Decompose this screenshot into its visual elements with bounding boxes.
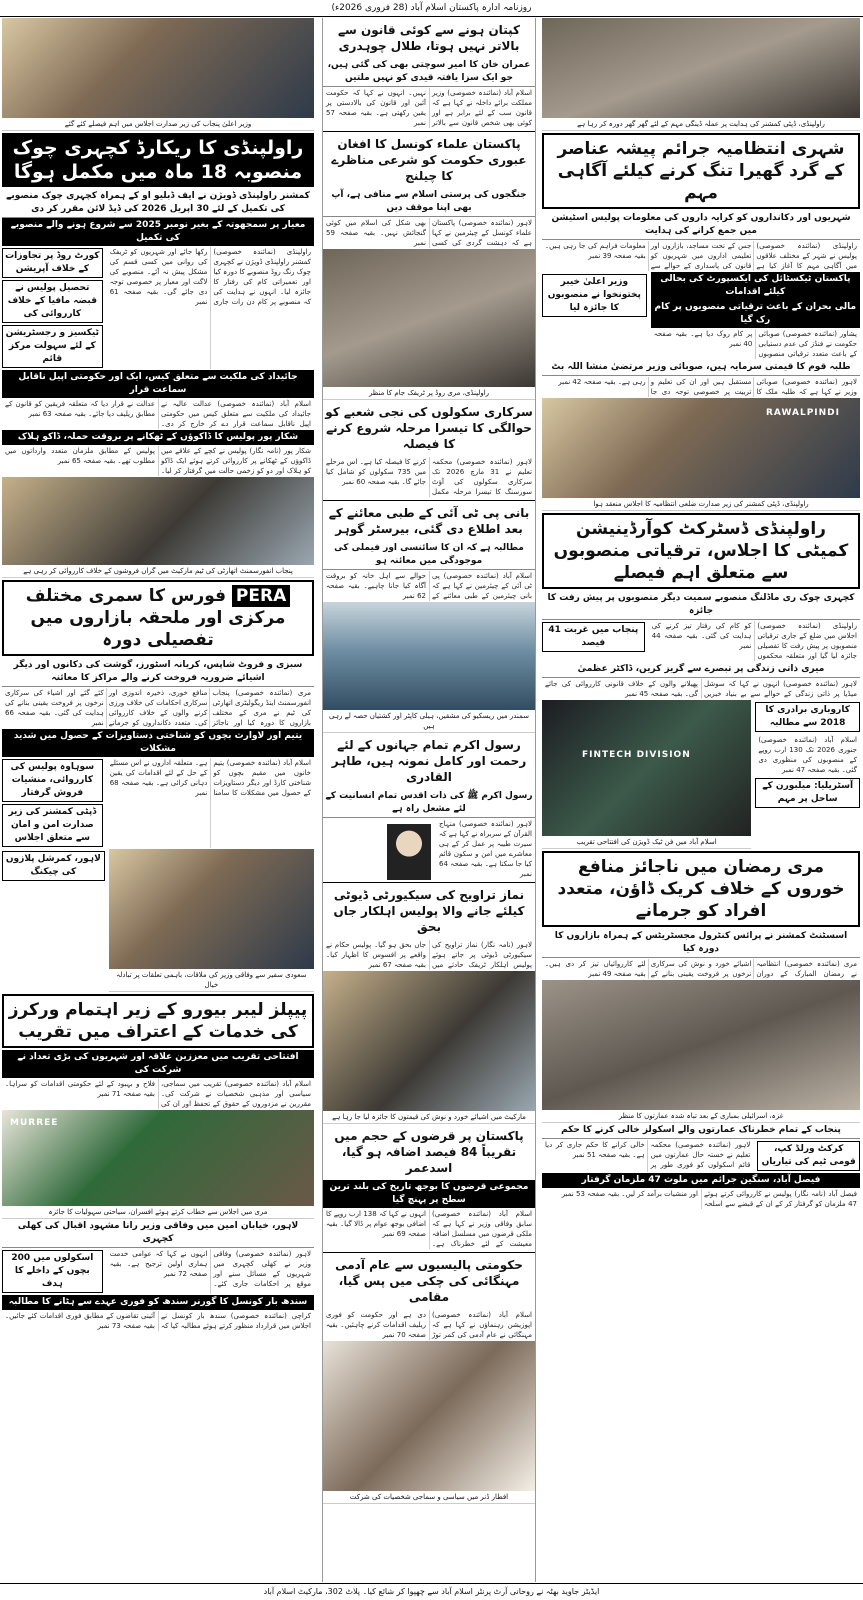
photo-wrap bbox=[109, 849, 314, 992]
subheadline: عمران خان کا امیر سوچتی بھی کی گئی ہیں، جو ایک سزا یافتہ قیدی کو نہیں ملتیں bbox=[323, 58, 535, 87]
headline: پاکستان پر قرضوں کے حجم میں تقریباً 84 فیصد اضافہ ہو گیا، اسدعمر bbox=[334, 1129, 524, 1175]
subheadline: شکار پور پولیس کا ڈاکوؤں کے ٹھکانے پر بروقت حملہ، ڈاکو ہلاک bbox=[2, 430, 314, 445]
subheadline: مطالبہ ہے کہ ان کا سائنسی اور فیملی کی موجودگی میں معائنہ ہو bbox=[323, 541, 535, 570]
photo-caption: مری میں اجلاس سے خطاب کرتے ہوئے افسران، سیاحتی سہولیات کا جائزہ bbox=[2, 1206, 314, 1219]
news-box: لاہور، کمرشل پلازوں کی چیکنگ bbox=[2, 851, 105, 881]
side-boxes bbox=[542, 272, 647, 360]
story-body: پشاور (نمائندہ خصوصی) صوبائی حکومت نے فنڈز کی عدم دستیابی کے باعث متعدد ترقیاتی منصوبوں پر کام روک دیا ہے۔ بقیہ صفحہ 40 نمبر bbox=[653, 330, 857, 358]
story-body: لاہور (نمائندہ خصوصی) انہوں نے کہا کہ سوشل میڈیا پر ذاتی زندگی کے حوالے سے بے بنیاد خبریں پھیلانے والوں کے خلاف قانونی کارروائی کی جائے گی۔ بقیہ صفحہ 45 نمبر bbox=[545, 680, 857, 698]
story-body: لاہور (نمائندہ خصوصی) محکمہ تعلیم نے 31 مارچ 2026 تک سرکاری سکولوں کی آؤٹ سورسنگ کا تیسرا مرحلہ مکمل کرنے کا فیصلہ کیا ہے۔ اس مرحلے میں 735 سکولوں کو شامل کیا جائے گا۔ بقیہ صفحہ 60 نمبر bbox=[326, 458, 532, 496]
story-row bbox=[2, 246, 314, 370]
photo-caption: اسلام آباد میں فن ٹیک ڈویژن کی افتتاحی تقریب bbox=[542, 836, 751, 849]
divider bbox=[323, 882, 535, 883]
photo-caption: سعودی سفیر سے وفاقی وزیر کی ملاقات، باہمی تعلقات پر تبادلہ خیال bbox=[109, 969, 314, 992]
story-body: فیصل آباد (نامہ نگار) پولیس نے کارروائی کرتے ہوئے 47 ملزمان کو گرفتار کر کے ان کے قبضے سے اسلحہ اور منشیات برآمد کر لیں۔ بقیہ صفحہ 53 نمبر bbox=[561, 1190, 857, 1208]
story-row bbox=[542, 620, 860, 662]
divider bbox=[323, 131, 535, 132]
story-row bbox=[2, 757, 314, 849]
news-box: پنجاب میں غربت 41 فیصد bbox=[542, 622, 645, 652]
news-box: ڈپٹی کمشنر کی زیر صدارت امن و امان سے متعلق اجلاس bbox=[2, 804, 103, 847]
photo-row bbox=[542, 700, 860, 849]
footer-imprint: ایڈیٹر جاوید بھٹہ نے روحانی آرٹ پرنٹر اسلام آباد سے چھپوا کر شائع کیا۔ پلاٹ 302، مارکیٹ اسلام آباد bbox=[0, 1583, 863, 1600]
headline: راولپنڈی کا ریکارڈ کچہری چوک منصوبہ 18 ماہ میں مکمل ہوگا bbox=[2, 133, 314, 187]
news-box: آسٹریلیا: میلبورن کے ساحل پر مہم bbox=[755, 778, 860, 808]
photo-sea-rescue bbox=[323, 602, 535, 710]
story-row bbox=[542, 272, 860, 360]
story-body: اسلام آباد (نمائندہ خصوصی) پی ٹی آئی کے چیئرمین نے کہا ہے کہ بانی چیئرمین کے طبی معائنے کے حوالے سے اہل خانہ کو بروقت آگاہ کیا جانا چاہیے۔ بقیہ صفحہ 62 نمبر bbox=[326, 572, 532, 600]
headline: رسول اکرم تمام جہانوں کے لئے رحمت اور کامل نمونہ ہیں، طاہر القادری bbox=[331, 738, 527, 784]
headline-text: فورس کا سمری مختلف مرکزی اور ملحقہ بازاروں میں تفصیلی دورہ bbox=[25, 586, 286, 650]
photo-caption: وزیر اعلیٰ پنجاب کی زیر صدارت اجلاس میں اہم فیصلے کئے گئے bbox=[2, 118, 314, 131]
news-box: سوہاوہ پولیس کی کارروائی، منشیات فروش گرفتار bbox=[2, 759, 103, 802]
subheadline: اسسٹنٹ کمشنر نے پرائس کنٹرول مجسٹریٹس کے ہمراہ بازاروں کا دورہ کیا bbox=[542, 929, 860, 958]
news-box: کرکٹ ورلڈ کپ، قومی ٹیم کی تیاریاں bbox=[757, 1141, 860, 1171]
story-body: کراچی (نمائندہ خصوصی) سندھ بار کونسل نے اجلاس میں قرارداد منظور کرتے ہوئے مطالبہ کیا کہ آئینی تقاضوں کے مطابق فوری اقدامات کئے جائیں۔ بقیہ صفحہ 73 نمبر bbox=[5, 1312, 311, 1330]
story-body: اسلام آباد (نمائندہ خصوصی) اپوزیشن رہنماؤں نے کہا ہے کہ مہنگائی نے عام آدمی کی کمر توڑ دی ہے اور حکومت کو فوری ریلیف اقدامات کرنے چاہئیں۔ بقیہ صفحہ 70 نمبر bbox=[326, 1311, 532, 1339]
photo-caption: راولپنڈی، ڈپٹی کمشنر کی زیر صدارت ضلعی انتظامیہ کا اجلاس منعقد ہوا bbox=[542, 498, 860, 511]
headline: بانی پی ٹی آئی کے طبی معائنے کے بعد اطلاع دی گئی، بیرسٹر گوہر bbox=[328, 506, 530, 536]
photo-caption: افطار ڈنر میں سیاسی و سماجی شخصیات کی شرکت bbox=[323, 1491, 535, 1504]
subheadline: کمشنر راولپنڈی ڈویژن نے ایف ڈبلیو او کے ہمراہ کچہری چوک منصوبے کی تکمیل کے لئے 30 اپریل 2026 کی ڈیڈ لائن مقرر کر دی bbox=[2, 189, 314, 218]
divider bbox=[323, 500, 535, 501]
subheadline: پنجاب کے تمام خطرناک عمارتوں والے اسکولز خالی کرنے کا حکم bbox=[542, 1123, 860, 1139]
headline: حکومتی پالیسیوں سے عام آدمی مہنگائی کی چکی میں پس گیا، مقامی bbox=[335, 1258, 523, 1304]
photo-fintech-event bbox=[542, 700, 751, 836]
subheadline: یتیم اور لاوارث بچوں کو شناختی دستاویزات کے حصول میں شدید مشکلات bbox=[2, 729, 314, 757]
side-boxes bbox=[757, 1139, 860, 1173]
photo-caption: پنجاب انفورسمنٹ اتھارٹی کی ٹیم مارکیٹ میں گراں فروشوں کے خلاف کارروائی کر رہی ہے bbox=[2, 565, 314, 578]
news-box: کاروباری برادری کا 2018 سے مطالبہ bbox=[755, 702, 860, 732]
news-box: اسکولوں میں 200 بچوں کے داخلے کا ہدف bbox=[2, 1250, 103, 1293]
side-boxes bbox=[755, 700, 860, 849]
subheadline: پاکستان ٹیکسٹائل کی ایکسپورٹ کی بحالی کیلئے اقدامات bbox=[651, 272, 860, 300]
story-body: راولپنڈی (نمائندہ خصوصی) کمشنر راولپنڈی ڈویژن نے کچہری چوک رنگ روڈ منصوبے کا دورہ کیا اور تعمیراتی کام کی رفتار کا جائزہ لیا۔ انہوں نے ہدایت کی کہ منصوبے پر کام دن رات جاری رکھا جائے اور شہریوں کو ٹریفک کی روانی میں کسی قسم کی مشکل پیش نہ آئے۔ منصوبے کی لاگت اور معیار پر خصوصی توجہ دی جائے گی۔ بقیہ صفحہ 61 نمبر bbox=[109, 248, 311, 306]
side-boxes bbox=[2, 246, 103, 370]
story-row bbox=[542, 1139, 860, 1173]
story-body: لاہور (نمائندہ خصوصی) محکمہ تعلیم نے خستہ حال عمارتوں میں قائم اسکولوں کو فوری طور پر خالی کرانے کا حکم جاری کر دیا ہے۔ بقیہ صفحہ 51 نمبر bbox=[545, 1141, 751, 1169]
photo-caption: سمندر میں ریسکیو کی مشقیں، ہیلی کاپٹر اور کشتیاں حصہ لے رہی ہیں bbox=[323, 710, 535, 733]
fintech-sign: FINTECH DIVISION bbox=[582, 750, 691, 760]
story-body: لاہور (نمائندہ خصوصی) صوبائی وزیر نے کہا ہے کہ طلبہ ملک کا مستقبل ہیں اور ان کی تعلیم و تربیت پر خصوصی توجہ دی جا رہی ہے۔ بقیہ صفحہ 42 نمبر bbox=[558, 378, 857, 396]
photo-iftar-dinner bbox=[323, 1341, 535, 1491]
subheadline: فیصل آباد، سنگین جرائم میں ملوث 47 ملزمان گرفتار bbox=[542, 1173, 860, 1188]
news-box: تحصیل پولیس نے قبضہ مافیا کے خلاف کارروائی کی bbox=[2, 280, 103, 323]
headline bbox=[2, 580, 314, 656]
headline: نماز تراویح کی سیکیورٹی ڈیوٹی کیلئے جانے والا پولیس اہلکار جاں بحق bbox=[333, 888, 525, 934]
photo-shop bbox=[323, 971, 535, 1111]
subheadline: جائیداد کی ملکیت سے متعلق کیس، ایک اور حکومتی اپیل ناقابل سماعت قرار bbox=[2, 370, 314, 398]
headline: پاکستان علماء کونسل کا افغان عبوری حکومت کو شرعی مناظرے کا چیلنج bbox=[331, 137, 527, 183]
right-column bbox=[542, 18, 860, 1582]
subheadline: رسول اکرم ﷺ کی ذات اقدس تمام انسانیت کے لئے مشعل راہ ہے bbox=[323, 789, 535, 818]
story-body: راولپنڈی (نمائندہ خصوصی) پولیس نے شہر کے مختلف علاقوں میں آگاہی مہم کا آغاز کیا ہے جس کے تحت مساجد، بازاروں اور تعلیمی اداروں میں شہریوں کو قانون کی پاسداری کے حوالے سے معلومات فراہم کی جا رہی ہیں۔ بقیہ صفحہ 39 نمبر bbox=[545, 242, 857, 270]
subheadline: میری ذاتی زندگی پر تبصرے سے گریز کریں، ڈاکٹر عظمیٰ bbox=[542, 662, 860, 678]
story-body: لاہور (نمائندہ خصوصی) منہاج القرآن کے سربراہ نے کہا ہے کہ سیرت طیبہ پر عمل کر کے ہی معاشرے میں امن و سکون قائم کیا جا سکتا ہے۔ بقیہ صفحہ 64 نمبر bbox=[439, 820, 532, 878]
subheadline: لاہور، خیابان امین میں وفاقی وزیر رانا مشہود اقبال کی کھلی کچہری bbox=[2, 1219, 314, 1248]
photo-traffic bbox=[323, 249, 535, 387]
subheadline: افتتاحی تقریب میں معززین علاقہ اور شہریوں کی بڑی تعداد نے شرکت کی bbox=[2, 1050, 314, 1078]
story-body: اسلام آباد (نمائندہ خصوصی) یتیم خانوں میں مقیم بچوں کو شناختی کارڈ اور دیگر دستاویزات کے حصول میں مشکلات کا سامنا ہے۔ متعلقہ اداروں نے اس مسئلے کے حل کے لئے اقدامات کی یقین دہانی کرائی ہے۔ بقیہ صفحہ 68 نمبر bbox=[109, 759, 311, 797]
subheadline: سبزی و فروٹ شاپس، کریانہ اسٹورز، گوشت کی دکانوں اور دیگر اشیائے ضروریہ فروخت کرنے والے مراکز کا معائنہ bbox=[2, 658, 314, 687]
headline: شہری انتظامیہ جرائم پیشہ عناصر کے گرد گھیرا تنگ کرنے کیلئے آگاہی مہم bbox=[542, 133, 860, 209]
news-box: وزیر اعلیٰ خیبر پختونخوا نے منصوبوں کا جائزہ لیا bbox=[542, 274, 647, 317]
subheadline: مالی بحران کے باعث ترقیاتی منصوبوں پر کام رک گیا bbox=[651, 300, 860, 328]
masthead: روزنامہ ادارہ پاکستان اسلام آباد (28 فروری 2026ء) bbox=[0, 0, 863, 17]
news-box: ٹیکسیز و رجسٹریشن کے لئے سہولت مرکز قائم bbox=[2, 325, 103, 368]
subheadline: شہریوں اور دکانداروں کو کرایہ داروں کی معلومات پولیس اسٹیشن میں جمع کرانے کی ہدایت bbox=[542, 211, 860, 240]
subheadline: سندھ بار کونسل کا گورنر سندھ کو فوری عہدے سے ہٹانے کا مطالبہ bbox=[2, 1295, 314, 1310]
photo-coordination-meeting bbox=[542, 398, 860, 498]
headline: پیپلز لیبر بیورو کے زیر اہتمام ورکرز کی خدمات کے اعتراف میں تقریب bbox=[2, 994, 314, 1048]
headline: راولپنڈی ڈسٹرکٹ کوآرڈینیشن کمیٹی کا اجلاس، ترقیاتی منصوبوں سے متعلق اہم فیصلے bbox=[542, 513, 860, 589]
photo-gaza-rubble bbox=[542, 980, 860, 1110]
story-body: اسلام آباد (نمائندہ خصوصی) تقریب میں سماجی، سیاسی اور مذہبی شخصیات نے شرکت کی۔ مقررین نے مزدوروں کے حقوق کے تحفظ اور ان کی فلاح و بہبود کے لئے حکومتی اقدامات کو سراہا۔ بقیہ صفحہ 71 نمبر bbox=[5, 1080, 311, 1108]
pera-logo: PERA bbox=[232, 585, 290, 607]
story-body: شکار پور (نامہ نگار) پولیس نے کچے کے علاقے میں ڈاکوؤں کے ٹھکانے پر کارروائی کرتے ہوئے ایک ڈاکو کو ہلاک اور دو کو زخمی حالت میں گرفتار کر لیا۔ پولیس کے مطابق ملزمان متعدد وارداتوں میں مطلوب تھے۔ بقیہ صفحہ 65 نمبر bbox=[5, 447, 311, 475]
photo-wrap bbox=[542, 700, 751, 849]
photo-caption: راولپنڈی، مری روڈ پر ٹریفک جام کا منظر bbox=[323, 387, 535, 400]
story-body: اسلام آباد (نمائندہ خصوصی) سابق وفاقی وزیر نے کہا ہے کہ ملکی قرضوں میں مسلسل اضافہ معیشت کے لئے خطرناک ہے۔ انہوں نے کہا کہ 138 ارب روپے کا اضافی بوجھ عوام پر ڈالا گیا۔ بقیہ صفحہ 69 نمبر bbox=[326, 1210, 532, 1248]
photo-meeting bbox=[2, 18, 314, 118]
subheadline: طلبہ قوم کا قیمتی سرمایہ ہیں، صوبائی وزیر مرتضیٰ منشا اللہ بٹ bbox=[542, 360, 860, 376]
story-body: لاہور (نامہ نگار) نماز تراویح کی سیکیورٹی ڈیوٹی پر جاتے ہوئے پولیس اہلکار ٹریفک حادثے میں جاں بحق ہو گیا۔ پولیس حکام نے واقعے پر افسوس کا اظہار کیا۔ بقیہ صفحہ 67 نمبر bbox=[326, 941, 532, 969]
story-body: اسلام آباد (نمائندہ خصوصی) عدالت عالیہ نے جائیداد کی ملکیت سے متعلق کیس میں حکومتی اپیل ناقابل سماعت قرار دے کر خارج کر دی۔ عدالت نے قرار دیا کہ متعلقہ فریقین کو قانون کے مطابق ریلیف دیا جائے۔ بقیہ صفحہ 63 نمبر bbox=[5, 400, 311, 428]
photo-caption: راولپنڈی، ڈپٹی کمشنر کی ہدایت پر عملہ ڈینگی مہم کے لئے گھر گھر دورہ کر رہا ہے bbox=[542, 118, 860, 131]
divider bbox=[323, 1252, 535, 1253]
subheadline: مجموعی قرضوں کا بوجھ تاریخ کی بلند ترین سطح پر پہنچ گیا bbox=[323, 1180, 535, 1208]
headline: مری رمضان میں ناجائز منافع خوروں کے خلاف کریک ڈاؤن، متعدد افراد کو جرمانے bbox=[542, 851, 860, 927]
photo-caption: مارکیٹ میں اشیائے خورد و نوش کی قیمتوں کا جائزہ لیا جا رہا ہے bbox=[323, 1111, 535, 1124]
story-body: اسلام آباد (نمائندہ خصوصی) جنوری 2026 تک 130 ارب روپے کے منصوبوں کی منظوری دی گئی۔ بقیہ صفحہ 47 نمبر bbox=[758, 736, 857, 774]
story-body: اسلام آباد (نمائندہ خصوصی) وزیر مملکت برائے داخلہ نے کہا ہے کہ قانون سب کے لئے برابر ہے اور کوئی بھی شخص قانون سے بالاتر نہیں۔ انہوں نے کہا کہ حکومت آئین اور قانون کی بالادستی پر یقین رکھتی ہے۔ بقیہ صفحہ 57 نمبر bbox=[326, 89, 532, 127]
photo-row bbox=[2, 849, 314, 992]
story-body: راولپنڈی (نمائندہ خصوصی) اجلاس میں ضلع کے جاری ترقیاتی منصوبوں پر پیش رفت کا تفصیلی جائزہ لیا گیا اور متعلقہ محکموں کو کام کی رفتار تیز کرنے کی ہدایت کی گئی۔ بقیہ صفحہ 44 نمبر bbox=[651, 622, 857, 660]
news-box: کورٹ روڈ پر تجاوزات کے خلاف آپریشن bbox=[2, 248, 103, 278]
subheadline: جنگجوں کی پرستی اسلام سے منافی ہے، آپ بھی اپنا موقف دیں bbox=[323, 188, 535, 217]
headline: سرکاری سکولوں کی نجی شعبے کو حوالگی کا تیسرا مرحلہ شروع کرنے کا فیصلہ bbox=[325, 405, 533, 451]
story-row bbox=[2, 1248, 314, 1295]
side-boxes bbox=[2, 757, 103, 849]
middle-column bbox=[322, 18, 536, 1582]
story-body: لاہور (نمائندہ خصوصی) پاکستان علماء کونسل کے چیئرمین نے کہا ہے کہ دہشت گردی کی کسی بھی شکل کی اسلام میں کوئی گنجائش نہیں۔ بقیہ صفحہ 59 نمبر bbox=[326, 219, 532, 247]
left-column bbox=[2, 18, 314, 1582]
side-boxes bbox=[2, 1248, 103, 1295]
murree-sign: MURREE bbox=[10, 1118, 59, 1128]
photo-ambassador bbox=[109, 849, 314, 969]
side-boxes bbox=[2, 849, 105, 992]
story-body: لاہور (نمائندہ خصوصی) وفاقی وزیر نے کھلی کچہری میں شہریوں کے مسائل سنے اور موقع پر احکامات جاری کئے۔ انہوں نے کہا کہ عوامی خدمت ہماری اولین ترجیح ہے۔ بقیہ صفحہ 72 نمبر bbox=[109, 1250, 311, 1288]
subheadline: کچہری چوک ری ماڈلنگ منصوبے سمیت دیگر منصوبوں پر پیش رفت کا جائزہ bbox=[542, 591, 860, 620]
rawalpindi-sign: RAWALPINDI bbox=[765, 408, 840, 418]
story-wrap bbox=[651, 272, 860, 360]
story-body: مری (نمائندہ خصوصی) انتظامیہ نے رمضان المبارک کے دوران اشیائے خورد و نوش کی سرکاری نرخوں پر فروخت یقینی بنانے کے لئے کارروائیاں تیز کر دی ہیں۔ بقیہ صفحہ 49 نمبر bbox=[545, 960, 857, 978]
photo-market-raid bbox=[2, 477, 314, 565]
subheadline: معیار پر سمجھوتہ کے بغیر نومبر 2025 سے شروع ہونے والے منصوبے کی تکمیل bbox=[2, 218, 314, 246]
portrait-photo bbox=[387, 824, 431, 880]
story-body: مری (نمائندہ خصوصی) پنجاب انفورسمنٹ اینڈ ریگولیٹری اتھارٹی کی ٹیم نے مری کے مختلف بازاروں کا دورہ کیا اور ناجائز منافع خوری، ذخیرہ اندوزی اور سرکاری احکامات کی خلاف ورزی کرنے والوں کے خلاف کارروائی کی۔ متعدد دکانداروں کو جرمانے کئے گئے اور اشیاء کی سرکاری نرخوں پر فروخت یقینی بنانے کی ہدایت کی گئی۔ بقیہ صفحہ 66 نمبر bbox=[5, 689, 311, 727]
side-boxes bbox=[542, 620, 645, 662]
story-with-portrait bbox=[323, 818, 535, 880]
photo-murree-meeting bbox=[2, 1110, 314, 1206]
photo-caption: غزہ، اسرائیلی بمباری کے بعد تباہ شدہ عمارتوں کا منظر bbox=[542, 1110, 860, 1123]
photo-campaign bbox=[542, 18, 860, 118]
headline: کپتان ہونے سے کوئی قانون سے بالاتر نہیں ہوتا، طلال چوہدری bbox=[338, 23, 520, 53]
